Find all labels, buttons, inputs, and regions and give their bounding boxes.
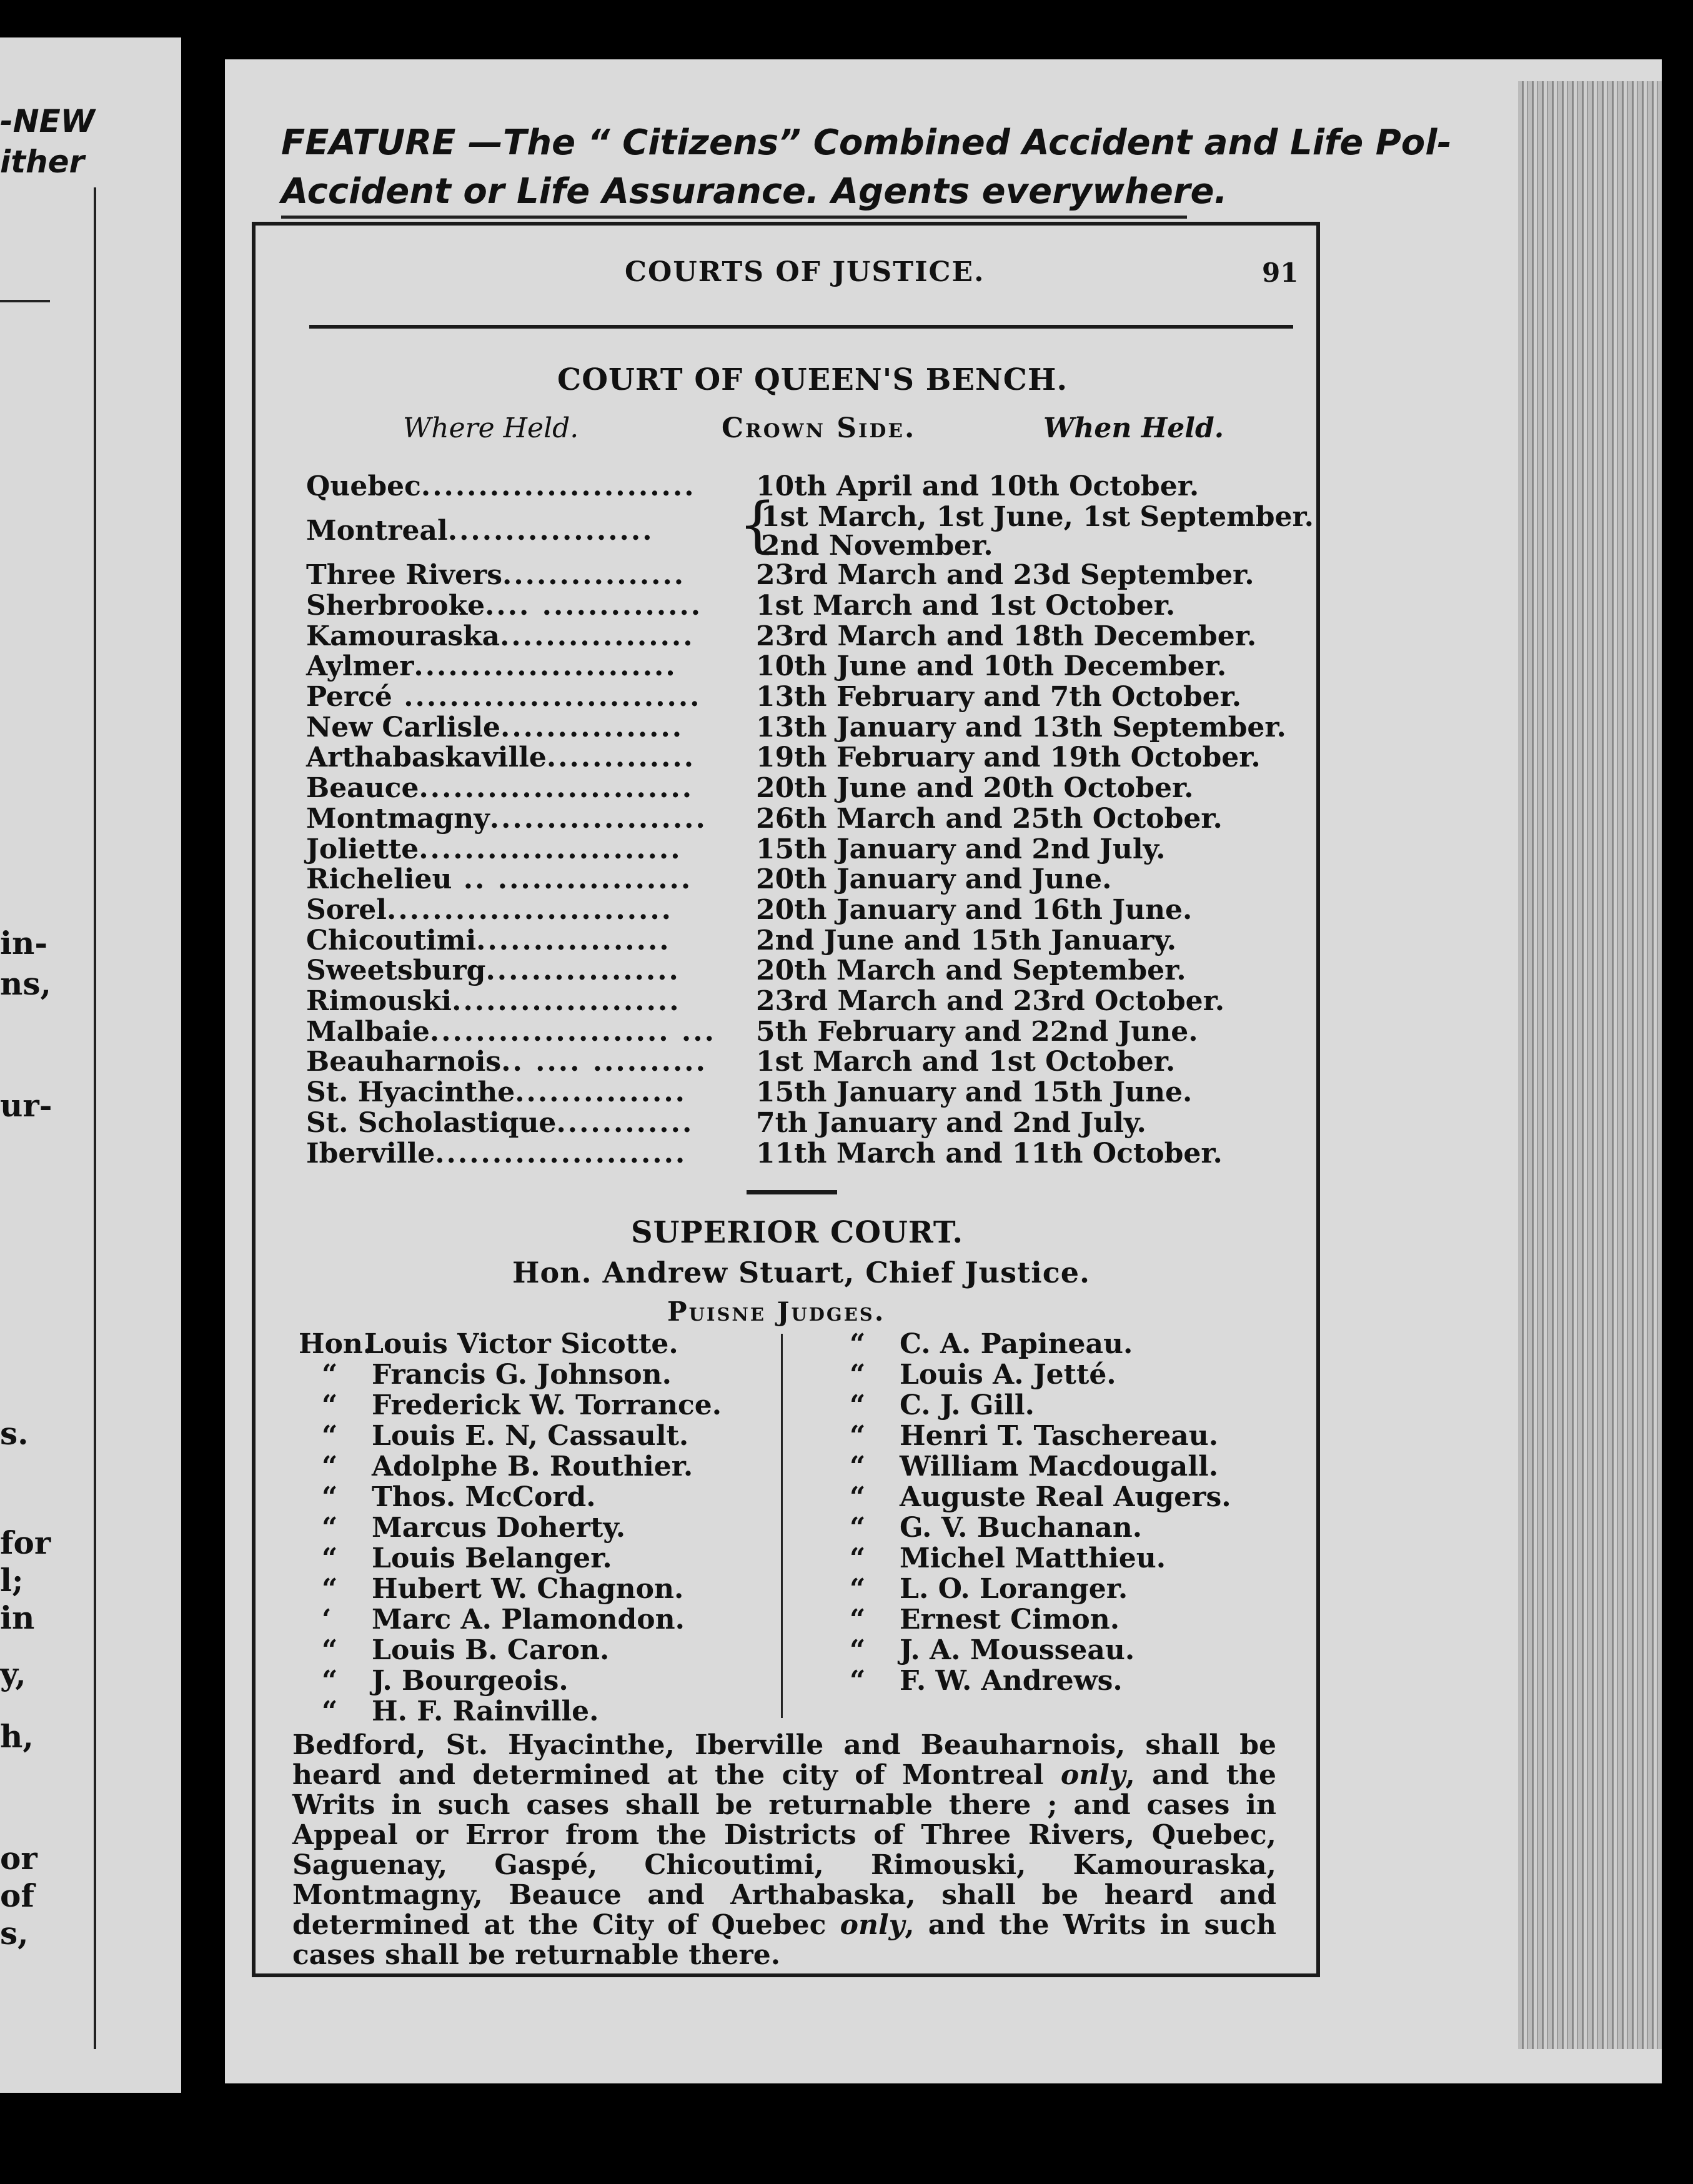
row-when-held: 15th January and 15th June.	[756, 1076, 1193, 1109]
row-place: Richelieu	[306, 863, 452, 896]
banner-line-1: FEATURE —The “ Citizens” Combined Accident and Life Pol-	[281, 122, 1452, 163]
judge-name: L. O. Loranger.	[900, 1573, 1128, 1605]
left-page-fragment: of	[0, 1877, 34, 1914]
section-divider	[747, 1190, 837, 1194]
left-page-border	[94, 187, 96, 2049]
puisne-judges-heading: Puisne Judges.	[667, 1296, 886, 1327]
row-when-held: 15th January and 2nd July.	[756, 833, 1166, 865]
judge-name: Thos. McCord.	[372, 1481, 596, 1513]
queens-bench-row	[306, 591, 702, 621]
queens-bench-row	[306, 743, 695, 773]
jurisdiction-paragraph	[292, 1730, 1276, 1970]
row-leader-dots: .................	[500, 620, 695, 652]
queens-bench-row	[306, 986, 681, 1016]
queens-bench-row	[306, 682, 701, 712]
judge-name: Michel Matthieu.	[900, 1542, 1166, 1574]
row-when-held: 20th March and September.	[756, 955, 1186, 987]
row-place: Malbaie	[306, 1015, 430, 1048]
column-crown-side: Crown Side.	[722, 412, 916, 444]
left-page-fragment: y,	[0, 1655, 26, 1692]
queens-bench-title: COURT OF QUEEN'S BENCH.	[557, 362, 1068, 397]
queens-bench-row	[306, 1108, 693, 1138]
row-place: Montreal	[306, 514, 448, 547]
judge-name: Frederick W. Torrance.	[372, 1389, 722, 1421]
judge-ditto-mark: Hon.	[299, 1328, 373, 1360]
queens-bench-row	[306, 1139, 687, 1169]
queens-bench-row	[306, 865, 692, 895]
queens-bench-row	[306, 713, 683, 743]
row-leader-dots: .........................	[387, 893, 673, 926]
queens-bench-row	[306, 1047, 707, 1077]
row-when-held-continued: 2nd November.	[761, 529, 993, 562]
queens-bench-row	[306, 560, 685, 590]
row-leader-dots: .............	[546, 742, 696, 774]
judge-ditto-mark: “	[322, 1573, 338, 1605]
column-when-held: When Held.	[1043, 412, 1224, 444]
row-leader-dots: ...................	[489, 802, 707, 835]
row-when-held: 20th January and June.	[756, 863, 1112, 896]
judge-ditto-mark: “	[850, 1542, 866, 1574]
judge-name: Henri T. Taschereau.	[900, 1420, 1219, 1452]
judge-ditto-mark: “	[850, 1451, 866, 1482]
row-place: Sweetsburg	[306, 955, 486, 987]
left-facing-page	[0, 37, 181, 2093]
left-page-fragment: h,	[0, 1718, 34, 1755]
judge-ditto-mark: “	[322, 1420, 338, 1452]
judge-name: C. J. Gill.	[900, 1389, 1035, 1421]
judge-name: J. A. Mousseau.	[900, 1634, 1135, 1666]
paragraph-only-2: only	[840, 1909, 905, 1941]
row-place: New Carlisle	[306, 711, 501, 743]
queens-bench-row	[306, 652, 677, 682]
row-when-held: 13th January and 13th September.	[756, 711, 1286, 743]
row-place: Three Rivers	[306, 559, 503, 592]
banner-underline	[281, 216, 1187, 219]
judge-ditto-mark: “	[322, 1542, 338, 1574]
row-when-held: 20th June and 20th October.	[756, 772, 1194, 805]
judge-ditto-mark: “	[850, 1634, 866, 1666]
queens-bench-row	[306, 622, 695, 652]
left-page-fragment: in-	[0, 925, 48, 961]
left-page-fragment: s,	[0, 1915, 29, 1952]
row-when-held: 7th January and 2nd July.	[756, 1106, 1146, 1139]
judge-name: Adolphe B. Routhier.	[372, 1451, 693, 1482]
row-leader-dots: ...............	[515, 1076, 687, 1109]
judges-column-divider	[781, 1334, 783, 1718]
queens-bench-row	[306, 895, 673, 925]
judge-name: Francis G. Johnson.	[372, 1359, 672, 1391]
left-page-fragment: s.	[0, 1415, 29, 1452]
row-place: Chicoutimi	[306, 924, 477, 956]
queens-bench-row	[306, 773, 693, 803]
row-place: Percé	[306, 681, 392, 713]
judge-name: G. V. Buchanan.	[900, 1512, 1143, 1544]
left-page-fragment: ur-	[0, 1087, 52, 1124]
queens-bench-row	[306, 926, 671, 956]
brace-mark: {	[738, 489, 777, 560]
queens-bench-row	[306, 516, 654, 546]
row-leader-dots: ......................	[435, 1137, 687, 1169]
paragraph-text-1: Bedford, St. Hyacinthe, Iberville and Beauharnois, shall be heard and determined at the city of Montreal	[292, 1729, 1276, 1791]
row-leader-dots: ..................	[447, 514, 654, 547]
row-when-held: 5th February and 22nd June.	[756, 1015, 1198, 1048]
row-place: Sherbrooke	[306, 589, 485, 622]
row-leader-dots: ........................	[420, 470, 696, 502]
row-when-held: 20th January and 16th June.	[756, 893, 1193, 926]
chief-justice: Hon. Andrew Stuart, Chief Justice.	[512, 1256, 1090, 1289]
superior-court-title: SUPERIOR COURT.	[631, 1215, 964, 1250]
row-when-held: 13th February and 7th October.	[756, 681, 1242, 713]
row-leader-dots: .......................	[414, 650, 677, 683]
judge-ditto-mark: “	[850, 1389, 866, 1421]
judge-name: Marcus Doherty.	[372, 1512, 626, 1544]
header-rule	[309, 325, 1293, 329]
judge-name: Louis B. Caron.	[372, 1634, 610, 1666]
judge-ditto-mark: “	[850, 1665, 866, 1697]
row-leader-dots: ............	[556, 1106, 694, 1139]
banner-line-2: Accident or Life Assurance. Agents everywhere.	[281, 171, 1228, 212]
row-when-held: 26th March and 25th October.	[756, 802, 1223, 835]
judge-ditto-mark: “	[850, 1359, 866, 1391]
judge-ditto-mark: “	[322, 1695, 338, 1727]
queens-bench-row	[306, 956, 680, 986]
row-leader-dots: ................	[500, 711, 684, 743]
judge-ditto-mark: “	[850, 1328, 866, 1360]
row-when-held: 10th June and 10th December.	[756, 650, 1227, 683]
judge-name: Louis E. N, Cassault.	[372, 1420, 689, 1452]
row-place: St. Scholastique	[306, 1106, 557, 1139]
row-place: Kamouraska	[306, 620, 500, 652]
row-when-held: 19th February and 19th October.	[756, 742, 1261, 774]
row-leader-dots: .... ..............	[485, 589, 703, 622]
queens-bench-row	[306, 835, 682, 865]
judge-ditto-mark: “	[322, 1512, 338, 1544]
judge-ditto-mark: “	[850, 1420, 866, 1452]
queens-bench-row	[306, 1078, 687, 1108]
row-leader-dots: .. .... ..........	[501, 1046, 707, 1078]
judge-ditto-mark: “	[322, 1481, 338, 1513]
judge-name: William Macdougall.	[900, 1451, 1219, 1482]
row-leader-dots: ..........................	[392, 681, 702, 713]
row-leader-dots: ................	[502, 559, 686, 592]
row-when-held: 10th April and 10th October.	[756, 470, 1199, 502]
row-place: Arthabaskaville	[306, 742, 547, 774]
row-when-held: 2nd June and 15th January.	[756, 924, 1177, 956]
row-place: Iberville	[306, 1137, 435, 1169]
queens-bench-row	[306, 804, 707, 834]
judge-name: Hubert W. Chagnon.	[372, 1573, 684, 1605]
row-when-held: 23rd March and 18th December.	[756, 620, 1257, 652]
judge-name: Marc A. Plamondon.	[372, 1604, 685, 1636]
left-page-fragment: -NEW	[0, 103, 95, 139]
judge-ditto-mark: “	[850, 1573, 866, 1605]
row-when-held: 11th March and 11th October.	[756, 1137, 1223, 1169]
judge-name: J. Bourgeois.	[372, 1665, 568, 1697]
advertisement-banner	[281, 119, 1452, 216]
queens-bench-row	[306, 472, 696, 502]
judge-ditto-mark: “	[850, 1604, 866, 1636]
running-head: COURTS OF JUSTICE.	[625, 256, 985, 288]
left-page-fragment: ither	[0, 144, 85, 180]
row-place: Sorel	[306, 893, 387, 926]
queens-bench-row	[306, 1017, 716, 1047]
row-place: Beauharnois	[306, 1046, 502, 1078]
page-number: 91	[1262, 257, 1299, 288]
judge-ditto-mark: “	[322, 1451, 338, 1482]
judge-ditto-mark: ‘	[322, 1604, 332, 1636]
judge-ditto-mark: “	[850, 1512, 866, 1544]
judge-name: Ernest Cimon.	[900, 1604, 1120, 1636]
row-place: Montmagny	[306, 802, 490, 835]
left-page-fragment: or	[0, 1840, 37, 1877]
left-page-fragment: in	[0, 1599, 35, 1636]
row-leader-dots: ..................... ...	[429, 1015, 716, 1048]
column-where-held: Where Held.	[403, 412, 579, 444]
row-leader-dots: ....................	[452, 985, 681, 1017]
row-leader-dots: ........................	[419, 772, 694, 805]
paragraph-text-3: , and the Writs in such cases shall be returnable there.	[292, 1909, 1276, 1971]
judge-ditto-mark: “	[322, 1389, 338, 1421]
paragraph-only-1: only	[1060, 1759, 1126, 1791]
judge-name: C. A. Papineau.	[900, 1328, 1133, 1360]
left-page-fragment: for	[0, 1524, 51, 1561]
row-when-held: 1st March and 1st October.	[756, 589, 1176, 622]
row-place: Beauce	[306, 772, 419, 805]
judge-name: Louis Belanger.	[372, 1542, 612, 1574]
judge-ditto-mark: “	[322, 1359, 338, 1391]
judge-ditto-mark: “	[850, 1481, 866, 1513]
row-leader-dots: .................	[485, 955, 680, 987]
row-place: Aylmer	[306, 650, 414, 683]
row-leader-dots: .......................	[419, 833, 682, 865]
page-edges	[1518, 81, 1662, 2049]
left-page-fragment: ns,	[0, 965, 51, 1002]
judge-name: H. F. Rainville.	[372, 1695, 599, 1727]
row-leader-dots: .................	[476, 924, 671, 956]
row-when-held: 1st March, 1st June, 1st September.	[761, 500, 1314, 533]
judge-ditto-mark: “	[322, 1634, 338, 1666]
left-page-fragment: l;	[0, 1562, 24, 1599]
row-place: Quebec	[306, 470, 421, 502]
paragraph-text-2: , and the Writs in such cases shall be returnable there ; and cases in Appeal or Error from the Districts of Three Rivers, Quebec, Saguenay, Gaspé, Chicoutimi, Rimouski, Kamouraska, Montmagny, Beauce and Arthabaska, shall be heard and determined at the City of Quebec	[292, 1759, 1277, 1941]
left-page-rule	[0, 300, 50, 302]
row-leader-dots: .. .................	[452, 863, 693, 896]
judge-name: F. W. Andrews.	[900, 1665, 1123, 1697]
row-place: Rimouski	[306, 985, 452, 1017]
judge-name: Louis Victor Sicotte.	[364, 1328, 678, 1360]
row-when-held: 1st March and 1st October.	[756, 1046, 1176, 1078]
judge-ditto-mark: “	[322, 1665, 338, 1697]
judge-name: Auguste Real Augers.	[900, 1481, 1231, 1513]
row-when-held: 23rd March and 23d September.	[756, 559, 1254, 592]
row-place: St. Hyacinthe	[306, 1076, 515, 1109]
row-when-held: 23rd March and 23rd October.	[756, 985, 1225, 1017]
judge-name: Louis A. Jetté.	[900, 1359, 1116, 1391]
row-place: Joliette	[306, 833, 419, 865]
